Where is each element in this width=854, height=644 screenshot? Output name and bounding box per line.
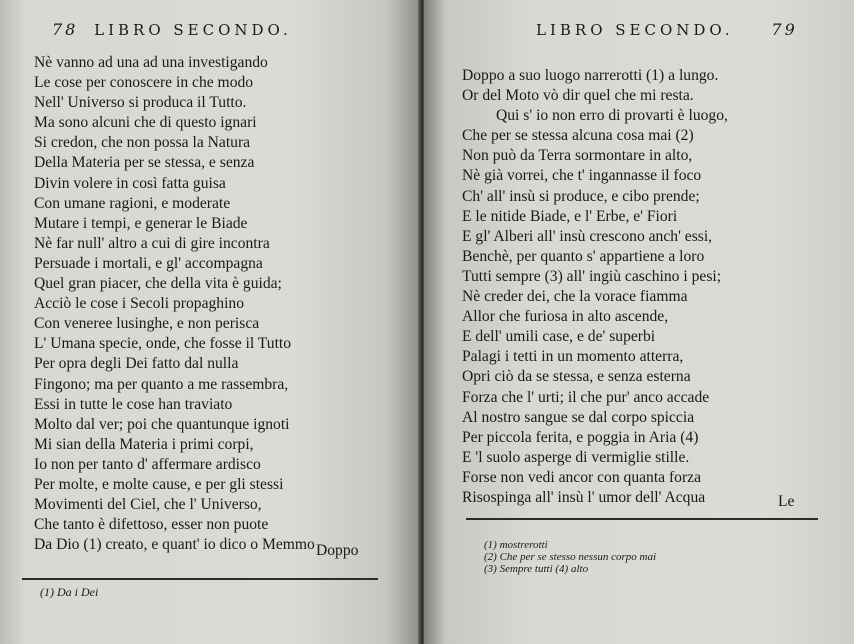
left-running-title: LIBRO SECONDO.: [94, 21, 292, 39]
verse-line: Molto dal ver; poi che quantunque ignoti: [34, 415, 290, 433]
left-page: [0, 0, 420, 644]
verse-line: Nè far null' altro a cui di gire incontra: [34, 234, 270, 252]
verse-line: Palagi i tetti in un momento atterra,: [462, 348, 684, 366]
verse-line: Fingono; ma per quanto a me rassembra,: [34, 375, 289, 393]
verse-line: Da Dio (1) creato, e quant' io dico o Memmo: [34, 536, 315, 554]
right-footnote-rule: [466, 518, 818, 520]
verse-line: Nè creder dei, che la vorace fiamma: [462, 288, 688, 306]
left-footnotes: [40, 586, 98, 598]
verse-line: Della Materia per se stessa, e senza: [34, 154, 255, 172]
left-running-head: [52, 20, 292, 39]
verse-line: Con veneree lusinghe, e non perisca: [34, 315, 260, 333]
verse-line: Io non per tanto d' affermare ardisco: [34, 455, 261, 473]
verse-line: Per piccola ferita, e poggia in Aria (4): [462, 428, 699, 446]
verse-line: Essi in tutte le cose han traviato: [34, 395, 233, 413]
verse-line: Nè vanno ad una ad una investigando: [34, 54, 268, 71]
verse-line: Che tanto è difettoso, esser non puote: [34, 516, 269, 534]
verse-line: Forse non vedi ancor con quanta forza: [462, 468, 702, 486]
footnote: (3) Sempre tutti (4) alto: [484, 563, 589, 575]
verse-line: E le nitide Biade, e l' Erbe, e' Fiori: [462, 207, 678, 225]
verse-line: E gl' Alberi all' insù crescono anch' essi,: [462, 227, 713, 245]
verse-line: Che per se stessa alcuna cosa mai (2): [462, 127, 694, 145]
verse-line: Per molte, e molte cause, e per gli stessi: [34, 475, 284, 493]
verse-line: Persuade i mortali, e gl' accompagna: [34, 254, 263, 272]
verse-line: Doppo a suo luogo narrerotti (1) a lungo.: [462, 67, 719, 84]
verse-line: Or del Moto vò dir quel che mi resta.: [462, 87, 694, 105]
right-running-title: LIBRO SECONDO.: [536, 21, 734, 39]
left-page-number: 78: [52, 20, 79, 39]
verse-line: Divin volere in così fatta guisa: [34, 174, 226, 192]
verse-line: Benchè, per quanto s' appartiene a loro: [462, 247, 705, 265]
verse-line: Mutare i tempi, e generar le Biade: [34, 214, 248, 232]
footnote: (1) mostrerotti: [484, 539, 548, 551]
verse-line: Al nostro sangue se dal corpo spiccia: [462, 408, 695, 426]
verse-line: Le cose per conoscere in che modo: [34, 74, 254, 92]
verse-line: Non può da Terra sormontare in alto,: [462, 147, 693, 165]
verse-line: Quel gran piacer, che della vita è guida;: [34, 275, 282, 293]
verse-line: E dell' umili case, e de' superbi: [462, 328, 656, 346]
verse-line: Qui s' io non erro di provarti è luogo,: [496, 107, 728, 125]
footnote: (1) Da i Dei: [40, 585, 99, 599]
verse-line: Si credon, che non possa la Natura: [34, 134, 251, 152]
right-verse-block: [462, 66, 728, 508]
verse-line: Mi sian della Materia i primi corpi,: [34, 435, 254, 453]
verse-line: Tutti sempre (3) all' ingiù caschino i pesi;: [462, 267, 722, 285]
left-footnote-rule: [22, 578, 378, 580]
verse-line: Ma sono alcuni che di questo ignari: [34, 114, 257, 132]
verse-line: Nè già vorrei, che t' ingannasse il foco: [462, 167, 702, 185]
verse-line: L' Umana specie, onde, che fosse il Tutto: [34, 335, 292, 353]
verse-line: Allor che furiosa in alto ascende,: [462, 308, 669, 326]
verse-line: Con umane ragioni, e moderate: [34, 194, 231, 212]
verse-line: Ch' all' insù si produce, e cibo prende;: [462, 187, 700, 205]
verse-line: Risospinga all' insù l' umor dell' Acqua: [462, 488, 706, 506]
right-footnotes: [484, 539, 656, 575]
verse-line: Per opra degli Dei fatto dal nulla: [34, 355, 239, 373]
left-verse-block: [34, 53, 315, 555]
verse-line: Opri ciò da se stessa, e senza esterna: [462, 368, 691, 386]
right-page-number: 79: [771, 20, 798, 39]
right-catchword: Le: [778, 493, 795, 510]
footnote: (2) Che per se stesso nessun corpo mai: [484, 551, 657, 563]
verse-line: Forza che l' urti; il che pur' anco accade: [462, 388, 710, 406]
verse-line: Nell' Universo si produca il Tutto.: [34, 94, 247, 112]
verse-line: Acciò le cose i Secoli propaghino: [34, 295, 245, 313]
right-running-head: [536, 20, 798, 39]
verse-line: Movimenti del Ciel, che l' Universo,: [34, 496, 262, 514]
left-catchword: Doppo: [316, 542, 359, 559]
verse-line: E 'l suolo asperge di vermiglie stille.: [462, 448, 690, 466]
